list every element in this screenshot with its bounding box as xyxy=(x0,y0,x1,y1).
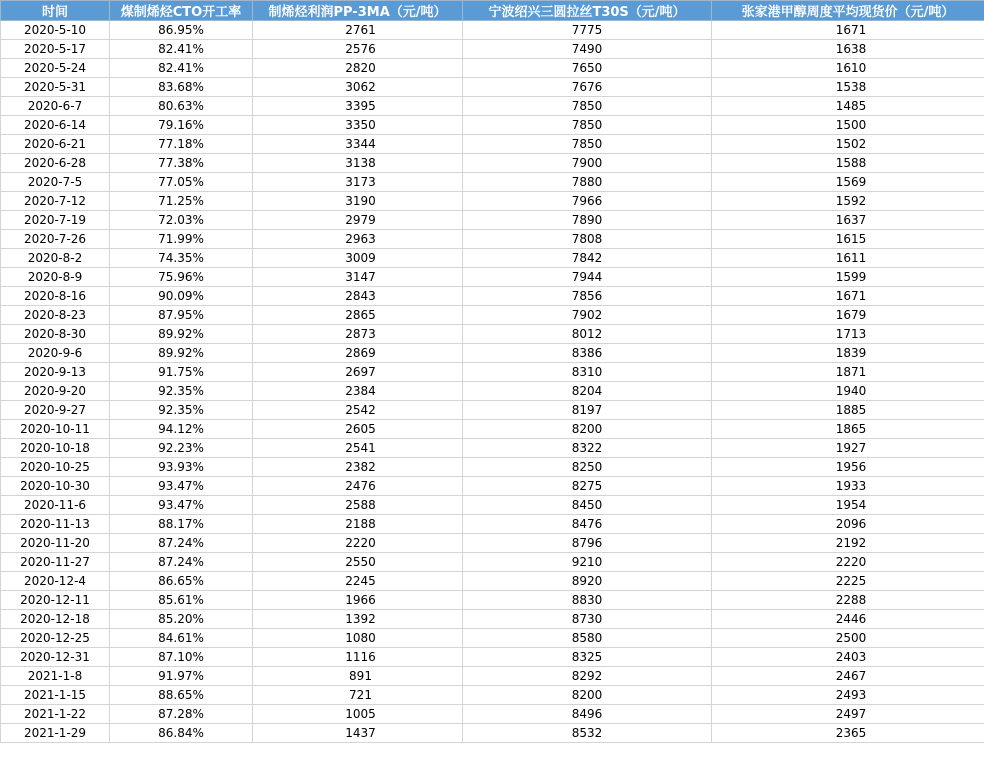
cell-ningbo-price: 8275 xyxy=(463,477,712,496)
cell-methanol-price: 1871 xyxy=(712,363,984,382)
cell-cto-rate: 71.99% xyxy=(110,230,253,249)
table-row xyxy=(1,135,984,154)
cell-cto-rate: 94.12% xyxy=(110,420,253,439)
cell-date: 2020-8-23 xyxy=(1,306,110,325)
cell-methanol-price: 1885 xyxy=(712,401,984,420)
cell-date: 2020-7-5 xyxy=(1,173,110,192)
cell-cto-rate: 93.47% xyxy=(110,477,253,496)
cell-cto-rate: 87.95% xyxy=(110,306,253,325)
table-row xyxy=(1,477,984,496)
cell-pp-profit: 2697 xyxy=(253,363,463,382)
table-row xyxy=(1,21,984,40)
cell-ningbo-price: 7842 xyxy=(463,249,712,268)
cell-pp-profit: 2550 xyxy=(253,553,463,572)
header-date: 时间 xyxy=(1,1,110,21)
cell-ningbo-price: 7944 xyxy=(463,268,712,287)
cell-cto-rate: 72.03% xyxy=(110,211,253,230)
cell-ningbo-price: 8496 xyxy=(463,705,712,724)
table-row xyxy=(1,610,984,629)
table-row xyxy=(1,534,984,553)
table-row xyxy=(1,553,984,572)
header-pp-profit: 制烯烃利润PP-3MA（元/吨） xyxy=(253,1,463,21)
header-row xyxy=(1,1,984,21)
cell-pp-profit: 2220 xyxy=(253,534,463,553)
cell-ningbo-price: 8830 xyxy=(463,591,712,610)
cell-pp-profit: 2542 xyxy=(253,401,463,420)
cell-methanol-price: 1671 xyxy=(712,287,984,306)
table-row xyxy=(1,515,984,534)
cell-methanol-price: 1933 xyxy=(712,477,984,496)
cell-cto-rate: 92.35% xyxy=(110,382,253,401)
table-row xyxy=(1,173,984,192)
cell-pp-profit: 721 xyxy=(253,686,463,705)
table-row xyxy=(1,306,984,325)
cell-ningbo-price: 7902 xyxy=(463,306,712,325)
table-row xyxy=(1,97,984,116)
cell-methanol-price: 1599 xyxy=(712,268,984,287)
cell-cto-rate: 90.09% xyxy=(110,287,253,306)
cell-methanol-price: 2493 xyxy=(712,686,984,705)
cell-date: 2020-6-14 xyxy=(1,116,110,135)
table-row xyxy=(1,59,984,78)
cell-ningbo-price: 8292 xyxy=(463,667,712,686)
cell-date: 2020-11-27 xyxy=(1,553,110,572)
table-row xyxy=(1,629,984,648)
cell-pp-profit: 1080 xyxy=(253,629,463,648)
cell-methanol-price: 1638 xyxy=(712,40,984,59)
cell-ningbo-price: 8796 xyxy=(463,534,712,553)
cell-date: 2020-12-25 xyxy=(1,629,110,648)
cell-ningbo-price: 8476 xyxy=(463,515,712,534)
cell-cto-rate: 71.25% xyxy=(110,192,253,211)
cell-ningbo-price: 7808 xyxy=(463,230,712,249)
cell-cto-rate: 91.75% xyxy=(110,363,253,382)
header-methanol-price: 张家港甲醇周度平均现货价（元/吨） xyxy=(712,1,984,21)
cell-ningbo-price: 7490 xyxy=(463,40,712,59)
table-row xyxy=(1,154,984,173)
cell-ningbo-price: 8580 xyxy=(463,629,712,648)
cell-methanol-price: 1611 xyxy=(712,249,984,268)
cell-methanol-price: 2446 xyxy=(712,610,984,629)
cell-pp-profit: 2245 xyxy=(253,572,463,591)
cell-cto-rate: 87.24% xyxy=(110,553,253,572)
cell-date: 2020-12-11 xyxy=(1,591,110,610)
cell-pp-profit: 3173 xyxy=(253,173,463,192)
cell-pp-profit: 1116 xyxy=(253,648,463,667)
cell-cto-rate: 88.65% xyxy=(110,686,253,705)
table-row xyxy=(1,591,984,610)
cell-pp-profit: 3344 xyxy=(253,135,463,154)
cell-methanol-price: 1865 xyxy=(712,420,984,439)
cell-ningbo-price: 7966 xyxy=(463,192,712,211)
cell-date: 2020-10-25 xyxy=(1,458,110,477)
cell-pp-profit: 3009 xyxy=(253,249,463,268)
cell-ningbo-price: 8310 xyxy=(463,363,712,382)
cell-cto-rate: 93.47% xyxy=(110,496,253,515)
table-row xyxy=(1,287,984,306)
cell-methanol-price: 1671 xyxy=(712,21,984,40)
cell-date: 2020-8-2 xyxy=(1,249,110,268)
cell-date: 2020-10-30 xyxy=(1,477,110,496)
cell-pp-profit: 2384 xyxy=(253,382,463,401)
cell-date: 2020-6-28 xyxy=(1,154,110,173)
cell-date: 2020-7-19 xyxy=(1,211,110,230)
cell-methanol-price: 2403 xyxy=(712,648,984,667)
cell-date: 2020-5-10 xyxy=(1,21,110,40)
cell-pp-profit: 2873 xyxy=(253,325,463,344)
cell-ningbo-price: 7880 xyxy=(463,173,712,192)
cell-cto-rate: 83.68% xyxy=(110,78,253,97)
cell-methanol-price: 2500 xyxy=(712,629,984,648)
cell-methanol-price: 1940 xyxy=(712,382,984,401)
table-row xyxy=(1,40,984,59)
cell-cto-rate: 82.41% xyxy=(110,59,253,78)
cell-ningbo-price: 8322 xyxy=(463,439,712,458)
cell-date: 2020-8-30 xyxy=(1,325,110,344)
cell-methanol-price: 1637 xyxy=(712,211,984,230)
cell-pp-profit: 2576 xyxy=(253,40,463,59)
cell-date: 2020-9-20 xyxy=(1,382,110,401)
cell-cto-rate: 77.18% xyxy=(110,135,253,154)
cell-pp-profit: 2382 xyxy=(253,458,463,477)
cell-methanol-price: 1839 xyxy=(712,344,984,363)
cell-pp-profit: 2476 xyxy=(253,477,463,496)
cell-cto-rate: 85.20% xyxy=(110,610,253,629)
cell-methanol-price: 2497 xyxy=(712,705,984,724)
cell-ningbo-price: 7856 xyxy=(463,287,712,306)
cell-pp-profit: 1392 xyxy=(253,610,463,629)
cell-ningbo-price: 8730 xyxy=(463,610,712,629)
cell-methanol-price: 2192 xyxy=(712,534,984,553)
table-body xyxy=(1,21,984,743)
cell-ningbo-price: 8532 xyxy=(463,724,712,743)
cell-methanol-price: 1588 xyxy=(712,154,984,173)
cell-ningbo-price: 8450 xyxy=(463,496,712,515)
cell-pp-profit: 3138 xyxy=(253,154,463,173)
cell-date: 2020-9-6 xyxy=(1,344,110,363)
cell-methanol-price: 1954 xyxy=(712,496,984,515)
cell-methanol-price: 1610 xyxy=(712,59,984,78)
cell-date: 2021-1-15 xyxy=(1,686,110,705)
cell-ningbo-price: 8250 xyxy=(463,458,712,477)
cell-date: 2020-5-17 xyxy=(1,40,110,59)
table-row xyxy=(1,420,984,439)
cell-date: 2020-8-9 xyxy=(1,268,110,287)
cell-date: 2020-6-21 xyxy=(1,135,110,154)
cell-cto-rate: 80.63% xyxy=(110,97,253,116)
cell-cto-rate: 91.97% xyxy=(110,667,253,686)
cell-methanol-price: 1485 xyxy=(712,97,984,116)
cell-date: 2020-12-4 xyxy=(1,572,110,591)
cell-methanol-price: 2220 xyxy=(712,553,984,572)
cell-methanol-price: 1713 xyxy=(712,325,984,344)
cell-methanol-price: 1502 xyxy=(712,135,984,154)
cell-pp-profit: 2761 xyxy=(253,21,463,40)
cell-ningbo-price: 8200 xyxy=(463,686,712,705)
cell-ningbo-price: 7775 xyxy=(463,21,712,40)
cell-date: 2020-12-31 xyxy=(1,648,110,667)
cell-date: 2020-8-16 xyxy=(1,287,110,306)
cell-methanol-price: 2365 xyxy=(712,724,984,743)
cell-date: 2020-6-7 xyxy=(1,97,110,116)
cell-methanol-price: 2096 xyxy=(712,515,984,534)
cell-pp-profit: 2541 xyxy=(253,439,463,458)
table-row xyxy=(1,78,984,97)
cell-pp-profit: 2820 xyxy=(253,59,463,78)
table-row xyxy=(1,439,984,458)
cell-cto-rate: 89.92% xyxy=(110,344,253,363)
table-row xyxy=(1,572,984,591)
cell-ningbo-price: 7890 xyxy=(463,211,712,230)
cell-pp-profit: 1437 xyxy=(253,724,463,743)
table-row xyxy=(1,344,984,363)
table-row xyxy=(1,401,984,420)
cell-pp-profit: 3395 xyxy=(253,97,463,116)
cell-ningbo-price: 7850 xyxy=(463,135,712,154)
cell-ningbo-price: 8204 xyxy=(463,382,712,401)
cell-cto-rate: 77.38% xyxy=(110,154,253,173)
table-row xyxy=(1,211,984,230)
cell-cto-rate: 88.17% xyxy=(110,515,253,534)
cell-date: 2021-1-8 xyxy=(1,667,110,686)
cell-ningbo-price: 9210 xyxy=(463,553,712,572)
cell-cto-rate: 86.65% xyxy=(110,572,253,591)
cell-date: 2020-5-24 xyxy=(1,59,110,78)
cell-methanol-price: 1538 xyxy=(712,78,984,97)
cell-date: 2020-11-20 xyxy=(1,534,110,553)
table-row xyxy=(1,382,984,401)
cell-methanol-price: 1615 xyxy=(712,230,984,249)
table-row xyxy=(1,458,984,477)
cell-cto-rate: 92.23% xyxy=(110,439,253,458)
cell-methanol-price: 1500 xyxy=(712,116,984,135)
table-row xyxy=(1,325,984,344)
cell-methanol-price: 1592 xyxy=(712,192,984,211)
table-row xyxy=(1,268,984,287)
cell-cto-rate: 87.28% xyxy=(110,705,253,724)
cell-cto-rate: 86.84% xyxy=(110,724,253,743)
cell-methanol-price: 2467 xyxy=(712,667,984,686)
cell-pp-profit: 2843 xyxy=(253,287,463,306)
cell-cto-rate: 87.24% xyxy=(110,534,253,553)
cell-pp-profit: 2865 xyxy=(253,306,463,325)
cell-date: 2020-9-27 xyxy=(1,401,110,420)
cell-pp-profit: 2869 xyxy=(253,344,463,363)
cell-methanol-price: 1956 xyxy=(712,458,984,477)
table-row xyxy=(1,686,984,705)
cell-pp-profit: 2979 xyxy=(253,211,463,230)
table-row xyxy=(1,230,984,249)
cell-ningbo-price: 7850 xyxy=(463,97,712,116)
cell-pp-profit: 3190 xyxy=(253,192,463,211)
cell-cto-rate: 93.93% xyxy=(110,458,253,477)
cell-ningbo-price: 8197 xyxy=(463,401,712,420)
cell-cto-rate: 84.61% xyxy=(110,629,253,648)
cell-cto-rate: 74.35% xyxy=(110,249,253,268)
cell-methanol-price: 2225 xyxy=(712,572,984,591)
cell-cto-rate: 87.10% xyxy=(110,648,253,667)
cell-pp-profit: 2963 xyxy=(253,230,463,249)
cell-methanol-price: 1927 xyxy=(712,439,984,458)
cell-date: 2021-1-22 xyxy=(1,705,110,724)
cell-cto-rate: 89.92% xyxy=(110,325,253,344)
cell-pp-profit: 2588 xyxy=(253,496,463,515)
cell-date: 2020-7-26 xyxy=(1,230,110,249)
cell-ningbo-price: 8325 xyxy=(463,648,712,667)
cell-pp-profit: 2605 xyxy=(253,420,463,439)
table-row xyxy=(1,363,984,382)
cell-pp-profit: 3062 xyxy=(253,78,463,97)
cell-pp-profit: 1966 xyxy=(253,591,463,610)
cell-pp-profit: 2188 xyxy=(253,515,463,534)
header-ningbo-price: 宁波绍兴三圆拉丝T30S（元/吨） xyxy=(463,1,712,21)
cell-cto-rate: 86.95% xyxy=(110,21,253,40)
cell-methanol-price: 1679 xyxy=(712,306,984,325)
cell-cto-rate: 77.05% xyxy=(110,173,253,192)
cell-ningbo-price: 7676 xyxy=(463,78,712,97)
cell-ningbo-price: 7850 xyxy=(463,116,712,135)
cell-cto-rate: 92.35% xyxy=(110,401,253,420)
cell-date: 2020-11-13 xyxy=(1,515,110,534)
cell-cto-rate: 79.16% xyxy=(110,116,253,135)
cell-date: 2020-11-6 xyxy=(1,496,110,515)
table-row xyxy=(1,192,984,211)
table-row xyxy=(1,667,984,686)
cell-date: 2020-10-11 xyxy=(1,420,110,439)
cell-ningbo-price: 8920 xyxy=(463,572,712,591)
cell-cto-rate: 75.96% xyxy=(110,268,253,287)
cell-methanol-price: 2288 xyxy=(712,591,984,610)
header-cto-rate: 煤制烯烃CTO开工率 xyxy=(110,1,253,21)
cell-date: 2020-9-13 xyxy=(1,363,110,382)
table-row xyxy=(1,705,984,724)
cell-date: 2020-12-18 xyxy=(1,610,110,629)
cell-date: 2021-1-29 xyxy=(1,724,110,743)
table-row xyxy=(1,496,984,515)
table-row xyxy=(1,724,984,743)
table-row xyxy=(1,116,984,135)
table-row xyxy=(1,648,984,667)
cell-methanol-price: 1569 xyxy=(712,173,984,192)
cell-cto-rate: 82.41% xyxy=(110,40,253,59)
cell-date: 2020-10-18 xyxy=(1,439,110,458)
cell-ningbo-price: 8386 xyxy=(463,344,712,363)
cell-ningbo-price: 8200 xyxy=(463,420,712,439)
cell-pp-profit: 891 xyxy=(253,667,463,686)
table-row xyxy=(1,249,984,268)
cell-pp-profit: 3147 xyxy=(253,268,463,287)
cell-pp-profit: 3350 xyxy=(253,116,463,135)
cell-ningbo-price: 7900 xyxy=(463,154,712,173)
cell-date: 2020-5-31 xyxy=(1,78,110,97)
cell-ningbo-price: 8012 xyxy=(463,325,712,344)
cell-date: 2020-7-12 xyxy=(1,192,110,211)
cell-cto-rate: 85.61% xyxy=(110,591,253,610)
cell-pp-profit: 1005 xyxy=(253,705,463,724)
cell-ningbo-price: 7650 xyxy=(463,59,712,78)
